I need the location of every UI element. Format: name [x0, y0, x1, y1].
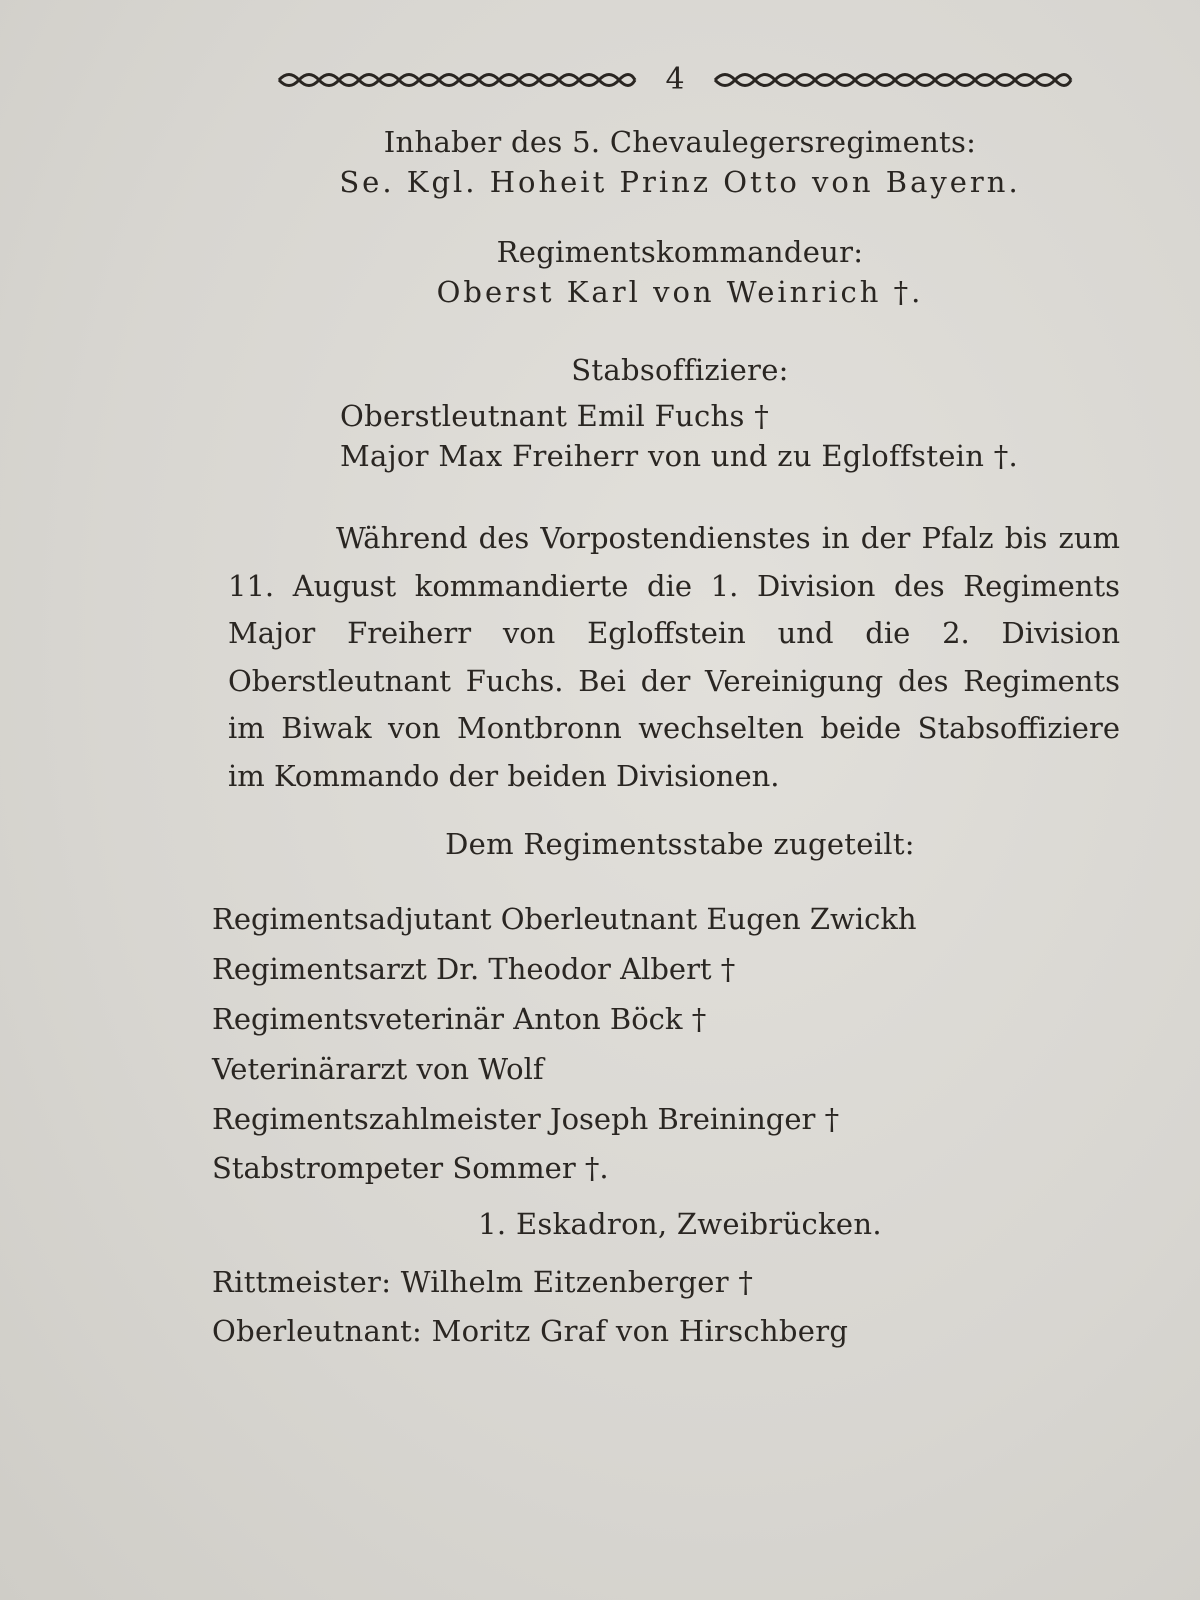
list-item: Regimentsarzt Dr. Theodor Albert †	[212, 951, 736, 986]
list-item: Regimentszahlmeister Joseph Breininger †	[212, 1101, 840, 1136]
list-item: Stabstrompeter Sommer †.	[212, 1151, 609, 1186]
page-header	[265, 62, 1085, 97]
list-item: Veterinärarzt von Wolf	[212, 1051, 544, 1086]
scroll-ornament-icon	[277, 67, 637, 93]
owner-heading: Inhaber des 5. Chevaulegersregiments:	[383, 125, 977, 159]
list-item: Rittmeister: Wilhelm Eitzenberger †	[212, 1265, 754, 1299]
list-item: Oberstleutnant Emil Fuchs †	[340, 399, 770, 433]
commander-heading: Regimentskommandeur:	[496, 235, 864, 269]
staff-assigned-list	[212, 895, 917, 1194]
body-paragraph: Während des Vorpostendienstes in der Pfalz bis zum 11. August kommandierte die 1. Division des Regiments Major Freiherr von Egloffstein und die 2. Division Oberstleutnant Fuchs. Bei der Vereinigung des Regiments im Biwak von Montbronn wechselten beide Stabsoffiziere im Kommando der beiden Divisionen.	[228, 521, 1120, 793]
commander-name: Oberst Karl von Weinrich †.	[436, 275, 924, 310]
staff-officers-list	[340, 396, 1018, 476]
owner-name: Se. Kgl. Hoheit Prinz Otto von Bayern.	[339, 165, 1021, 200]
commander-section	[300, 232, 1060, 312]
staff-assigned-heading: Dem Regimentsstabe zugeteilt:	[445, 827, 915, 861]
scroll-ornament-icon	[713, 67, 1073, 93]
staff-officers-heading: Stabsoffiziere:	[571, 353, 789, 387]
list-item: Oberleutnant: Moritz Graf von Hirschberg	[212, 1314, 849, 1349]
squadron-heading: 1. Eskadron, Zweibrücken.	[478, 1207, 882, 1241]
page-number: 4	[665, 62, 685, 97]
owner-section	[300, 122, 1060, 202]
list-item: Regimentsadjutant Oberleutnant Eugen Zwickh	[212, 902, 917, 936]
squadron-list	[212, 1258, 848, 1357]
list-item: Regimentsveterinär Anton Böck †	[212, 1001, 707, 1036]
list-item: Major Max Freiherr von und zu Egloffstein †.	[340, 439, 1019, 474]
